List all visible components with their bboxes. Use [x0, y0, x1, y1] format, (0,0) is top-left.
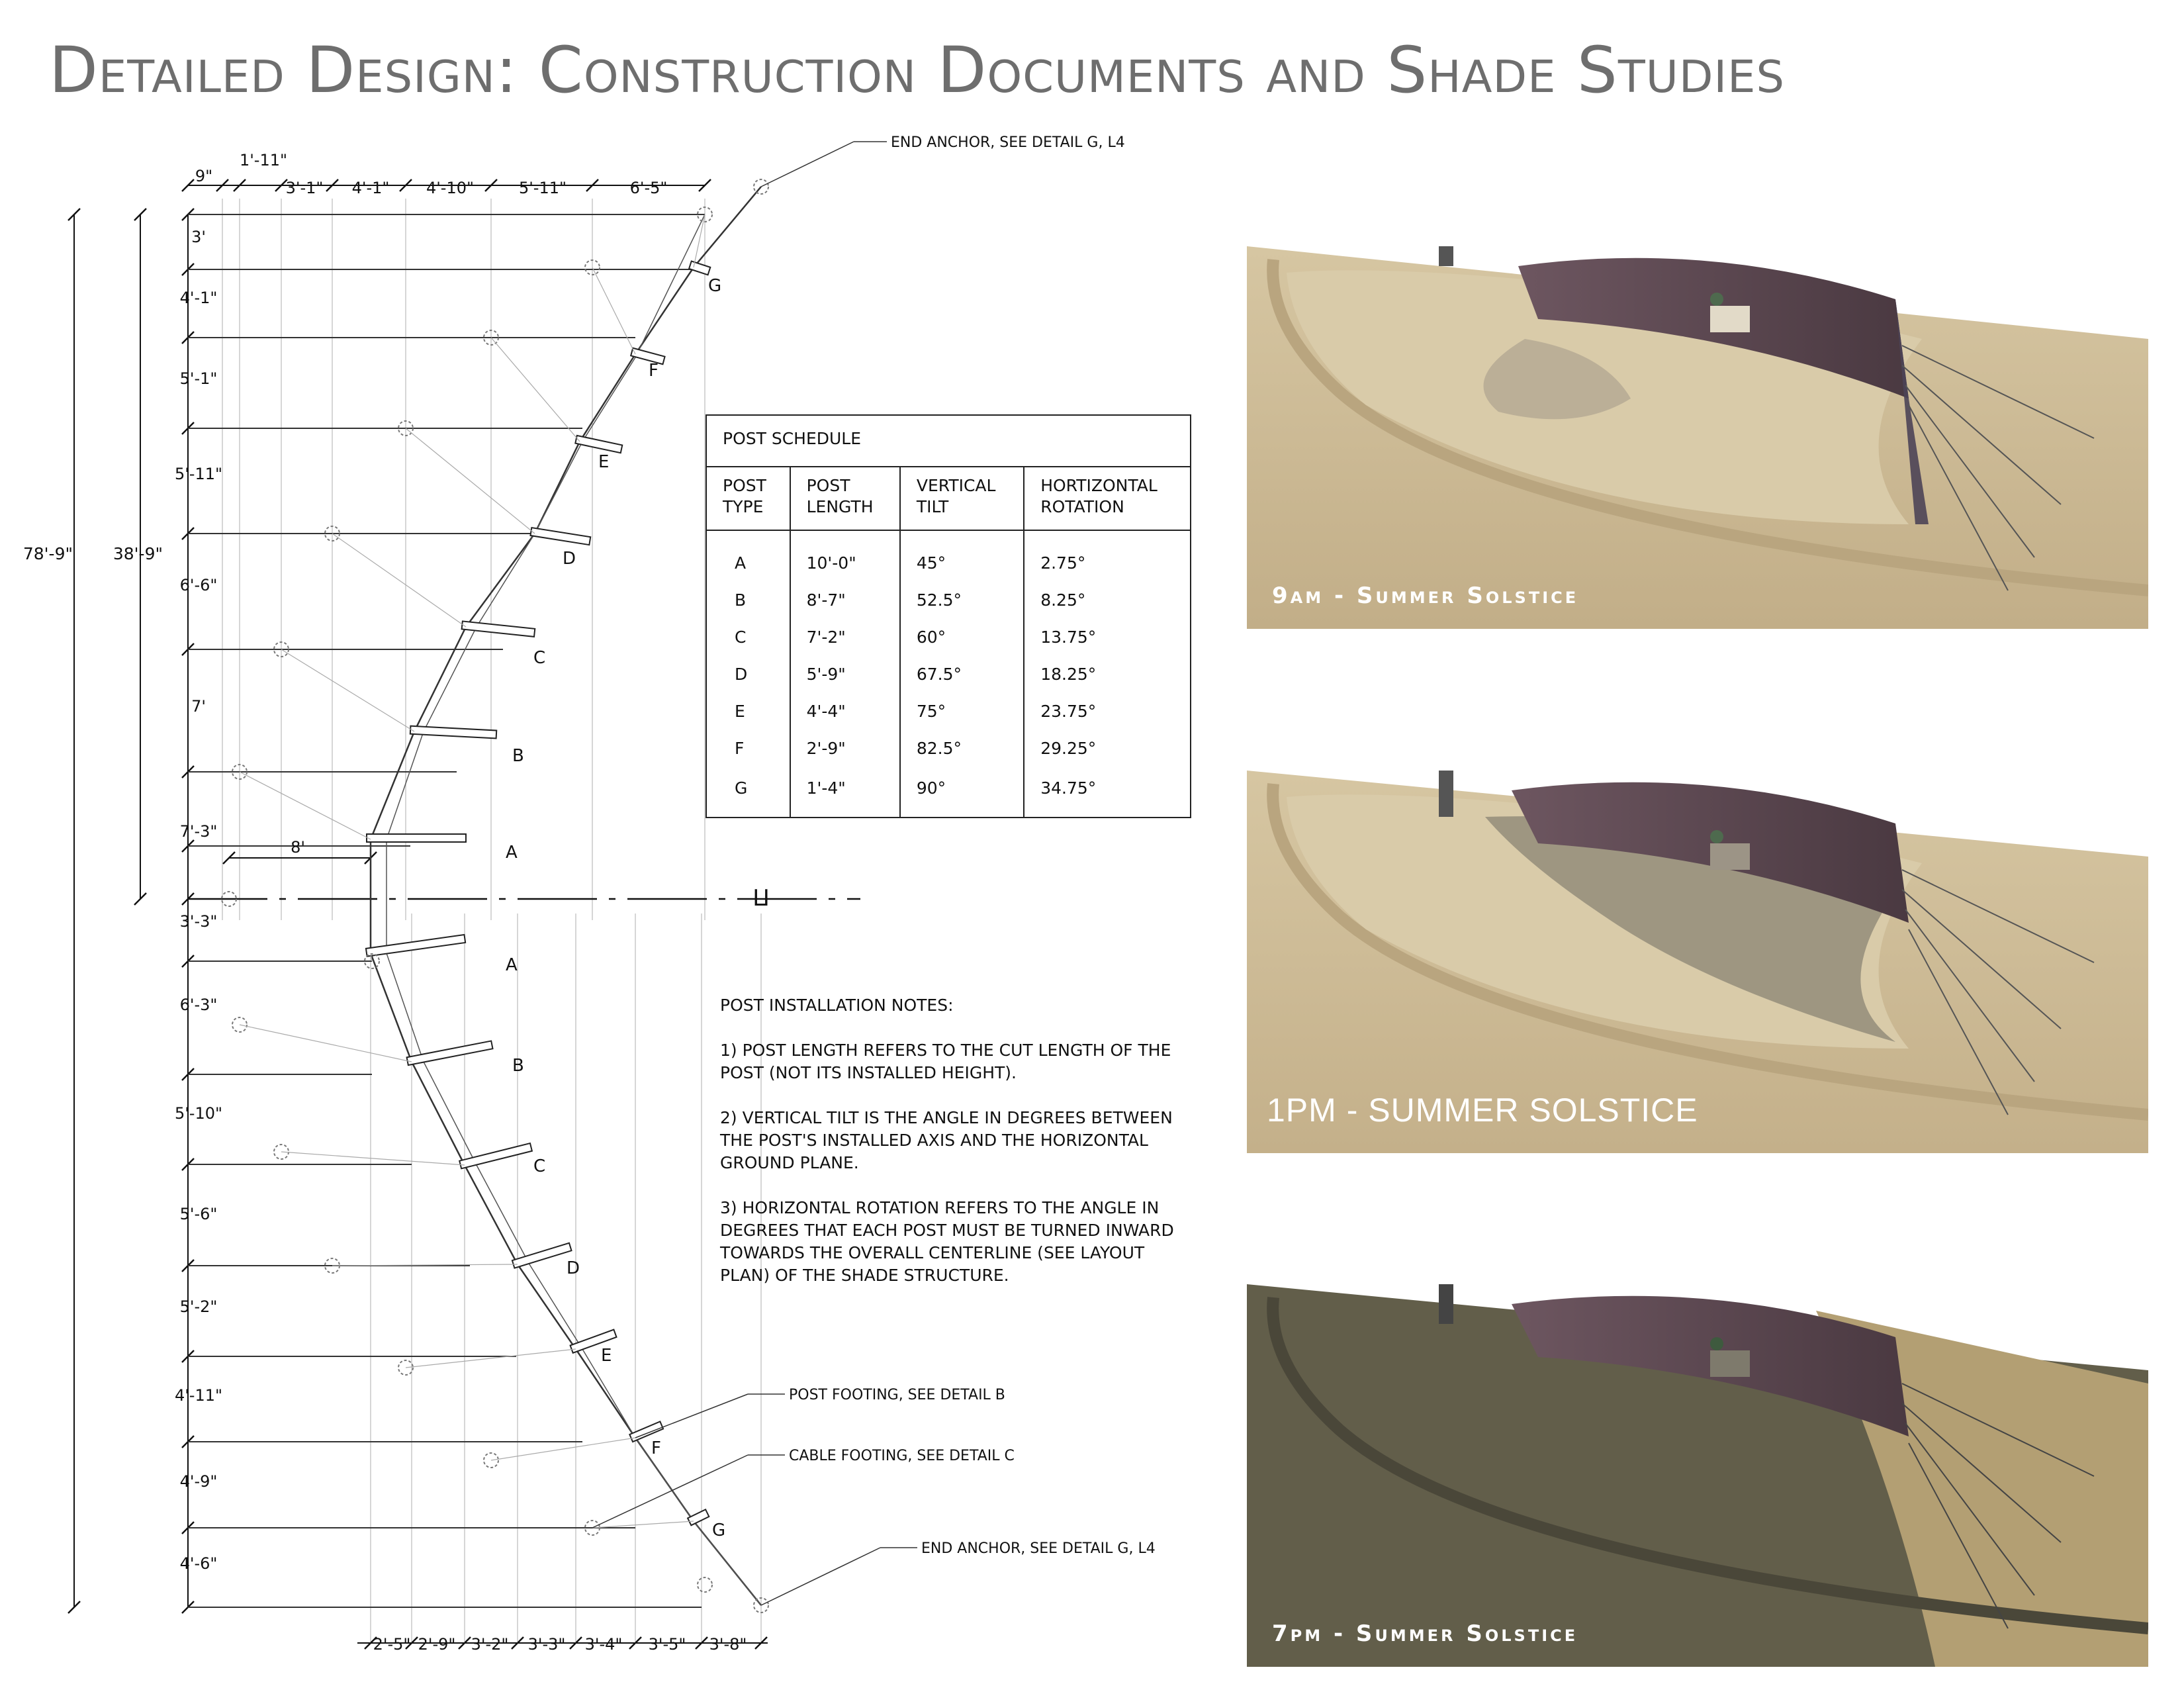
notes-heading: POST INSTALLATION NOTES:	[720, 996, 954, 1015]
table-cell: 82.5°	[900, 729, 1024, 767]
dimension-label-top: 5'-11"	[518, 179, 567, 197]
leader-line	[635, 1394, 748, 1438]
table-row	[706, 618, 1191, 655]
post-symbol	[366, 935, 465, 957]
dimension-label-left: 5'-6"	[179, 1205, 218, 1223]
callout-post-footing: POST FOOTING, SEE DETAIL B	[789, 1387, 1005, 1403]
table-row	[706, 767, 1191, 818]
study-caption: 1PM - SUMMER SOLSTICE	[1267, 1092, 1698, 1129]
table-cell: B	[706, 581, 790, 618]
post-label: C	[533, 1156, 546, 1176]
cable	[592, 267, 635, 354]
table-cell: 1'-4"	[790, 767, 900, 818]
table-cell: 60°	[900, 618, 1024, 655]
dimension-label-bottom: 2'-5"	[373, 1635, 411, 1654]
table-cell: A	[706, 530, 790, 581]
post-symbol	[407, 1041, 493, 1065]
callout-end-anchor-bottom: END ANCHOR, SEE DETAIL G, L4	[921, 1540, 1156, 1557]
cable	[406, 428, 535, 534]
footing-circle	[698, 1577, 712, 1592]
table-row	[706, 655, 1191, 692]
dimension-label-top: 3'-1"	[285, 179, 324, 197]
dimension-label-top: 6'-5"	[629, 179, 668, 197]
table-cell: 8'-7"	[790, 581, 900, 618]
col-header-post-type: POST TYPE	[706, 467, 790, 530]
table-row	[706, 581, 1191, 618]
shade-study-7pm	[1247, 1284, 2148, 1667]
post-symbol	[367, 834, 466, 842]
table-cell: 4'-4"	[790, 692, 900, 729]
table-cell: 67.5°	[900, 655, 1024, 692]
centerline-symbol: ⵡ	[752, 885, 770, 912]
dimension-label-left: 3'	[191, 228, 206, 246]
leader-line	[592, 1455, 748, 1528]
table-cell: 18.25°	[1024, 655, 1191, 692]
post-symbol	[459, 1143, 532, 1168]
dimension-label-left: 6'-6"	[179, 576, 218, 594]
study-caption: 7pm - Summer Solstice	[1272, 1620, 1578, 1647]
dimension-label-top: 9"	[195, 167, 213, 185]
dimension-label-top: 1'-11"	[239, 151, 288, 169]
table-cell: 23.75°	[1024, 692, 1191, 729]
table-cell: G	[706, 767, 790, 818]
cable	[592, 1521, 694, 1528]
post-symbol	[512, 1243, 572, 1268]
table-row	[706, 729, 1191, 767]
post-symbol	[410, 726, 496, 739]
post-label: D	[567, 1258, 580, 1278]
dimension-label-left: 4'-6"	[179, 1554, 218, 1573]
table-cell: D	[706, 655, 790, 692]
table-cell: 7'-2"	[790, 618, 900, 655]
table-cell: 13.75°	[1024, 618, 1191, 655]
person-standing	[1439, 1284, 1453, 1324]
dimension-label-left: 4'-1"	[179, 289, 218, 307]
leader-line	[761, 1548, 880, 1605]
person-standing	[1439, 246, 1453, 266]
post-label: A	[506, 955, 518, 975]
table-cell: 5'-9"	[790, 655, 900, 692]
table-row	[706, 530, 1191, 581]
callout-end-anchor-top: END ANCHOR, SEE DETAIL G, L4	[891, 134, 1125, 151]
table-cell: 90°	[900, 767, 1024, 818]
leader-line	[761, 142, 854, 187]
post-label: G	[708, 276, 722, 296]
table-cell: 29.25°	[1024, 729, 1191, 767]
dimension-label-top: 4'-1"	[351, 179, 390, 197]
note-item: 3) HORIZONTAL ROTATION REFERS TO THE ANGLE IN DEGREES THAT EACH POST MUST BE TURNED INWARD TOWARDS THE OVERALL CENTERLINE (SEE LAYOUT PLAN) OF THE SHADE STRUCTURE.	[720, 1198, 1174, 1285]
post-label: B	[512, 1056, 524, 1076]
dimension-label-bottom: 3'-8"	[709, 1635, 747, 1654]
dimension-label-left: 5'-11"	[174, 465, 223, 483]
callout-cable-footing: CABLE FOOTING, SEE DETAIL C	[789, 1448, 1015, 1464]
dimension-label-bottom: 3'-3"	[527, 1635, 566, 1654]
table-cell: 52.5°	[900, 581, 1024, 618]
post-label: C	[533, 648, 546, 668]
col-header-vertical-tilt: VERTICAL TILT	[900, 467, 1024, 530]
post-label: A	[506, 843, 518, 863]
ridge-line	[371, 187, 761, 1605]
shade-study-1pm	[1247, 771, 2148, 1153]
table-cell: E	[706, 692, 790, 729]
dimension-label-left: 6'-3"	[179, 996, 218, 1014]
table-cell: C	[706, 618, 790, 655]
dimension-label-left: 4'-11"	[174, 1386, 223, 1405]
col-header-post-length: POST LENGTH	[790, 467, 900, 530]
post-symbol	[575, 436, 622, 453]
cable	[240, 1025, 412, 1062]
post-label: G	[712, 1521, 726, 1540]
post-label: E	[601, 1346, 612, 1366]
post-symbol	[530, 528, 590, 545]
post-schedule-table	[705, 414, 1191, 818]
post-symbol	[689, 261, 710, 275]
shade-study-9am	[1247, 246, 2148, 629]
dimension-label-left: 5'-1"	[179, 369, 218, 388]
table-cell: 2.75°	[1024, 530, 1191, 581]
schedule-caption: POST SCHEDULE	[706, 415, 1191, 467]
post-label: B	[512, 746, 524, 766]
cable	[332, 534, 466, 627]
table-cell: 10'-0"	[790, 530, 900, 581]
dimension-label-left: 5'-10"	[174, 1104, 223, 1123]
note-item: 2) VERTICAL TILT IS THE ANGLE IN DEGREES BETWEEN THE POST'S INSTALLED AXIS AND THE HORIZONTAL GROUND PLANE.	[720, 1108, 1173, 1172]
offset-dimension-label: 8'	[291, 838, 305, 857]
dimension-label-bottom: 2'-9"	[418, 1635, 456, 1654]
table-cell: 8.25°	[1024, 581, 1191, 618]
post-label: E	[598, 452, 610, 472]
note-item: 1) POST LENGTH REFERS TO THE CUT LENGTH OF THE POST (NOT ITS INSTALLED HEIGHT).	[720, 1041, 1171, 1082]
plan-linework	[68, 142, 917, 1649]
page-title: Detailed Design: Construction Documents and Shade Studies	[49, 33, 1786, 107]
post-symbol	[631, 348, 664, 365]
study-caption: 9am - Summer Solstice	[1272, 583, 1579, 609]
dimension-label-bottom: 3'-4"	[584, 1635, 623, 1654]
post-label: F	[649, 361, 659, 381]
cable	[281, 649, 414, 731]
post-installation-notes	[720, 994, 1197, 1309]
dimension-label-left: 3'-3"	[179, 912, 218, 931]
table-row	[706, 692, 1191, 729]
dimension-label-left: 7'	[191, 697, 206, 716]
post-label: D	[563, 549, 576, 569]
cable	[406, 1349, 576, 1368]
table-cell: 45°	[900, 530, 1024, 581]
table-cell: 34.75°	[1024, 767, 1191, 818]
col-header-horizontal-rotation: HORTIZONTAL ROTATION	[1024, 467, 1191, 530]
cable	[491, 338, 580, 442]
table-cell: 75°	[900, 692, 1024, 729]
dimension-label-bottom: 3'-2"	[471, 1635, 509, 1654]
post-label: F	[651, 1438, 661, 1458]
overall-dimension-label: 78'-9"	[23, 544, 73, 563]
half-dimension-label: 38'-9"	[113, 544, 163, 563]
dimension-label-bottom: 3'-5"	[648, 1635, 686, 1654]
dimension-label-top: 4'-10"	[426, 179, 475, 197]
cable	[240, 772, 371, 839]
person-standing	[1439, 771, 1453, 817]
dimension-label-left: 4'-9"	[179, 1472, 218, 1491]
table-cell: F	[706, 729, 790, 767]
dimension-label-left: 5'-2"	[179, 1297, 218, 1316]
dimension-label-left: 7'-3"	[179, 822, 218, 841]
cable	[281, 1152, 465, 1165]
table-cell: 2'-9"	[790, 729, 900, 767]
post-symbol	[688, 1509, 709, 1525]
